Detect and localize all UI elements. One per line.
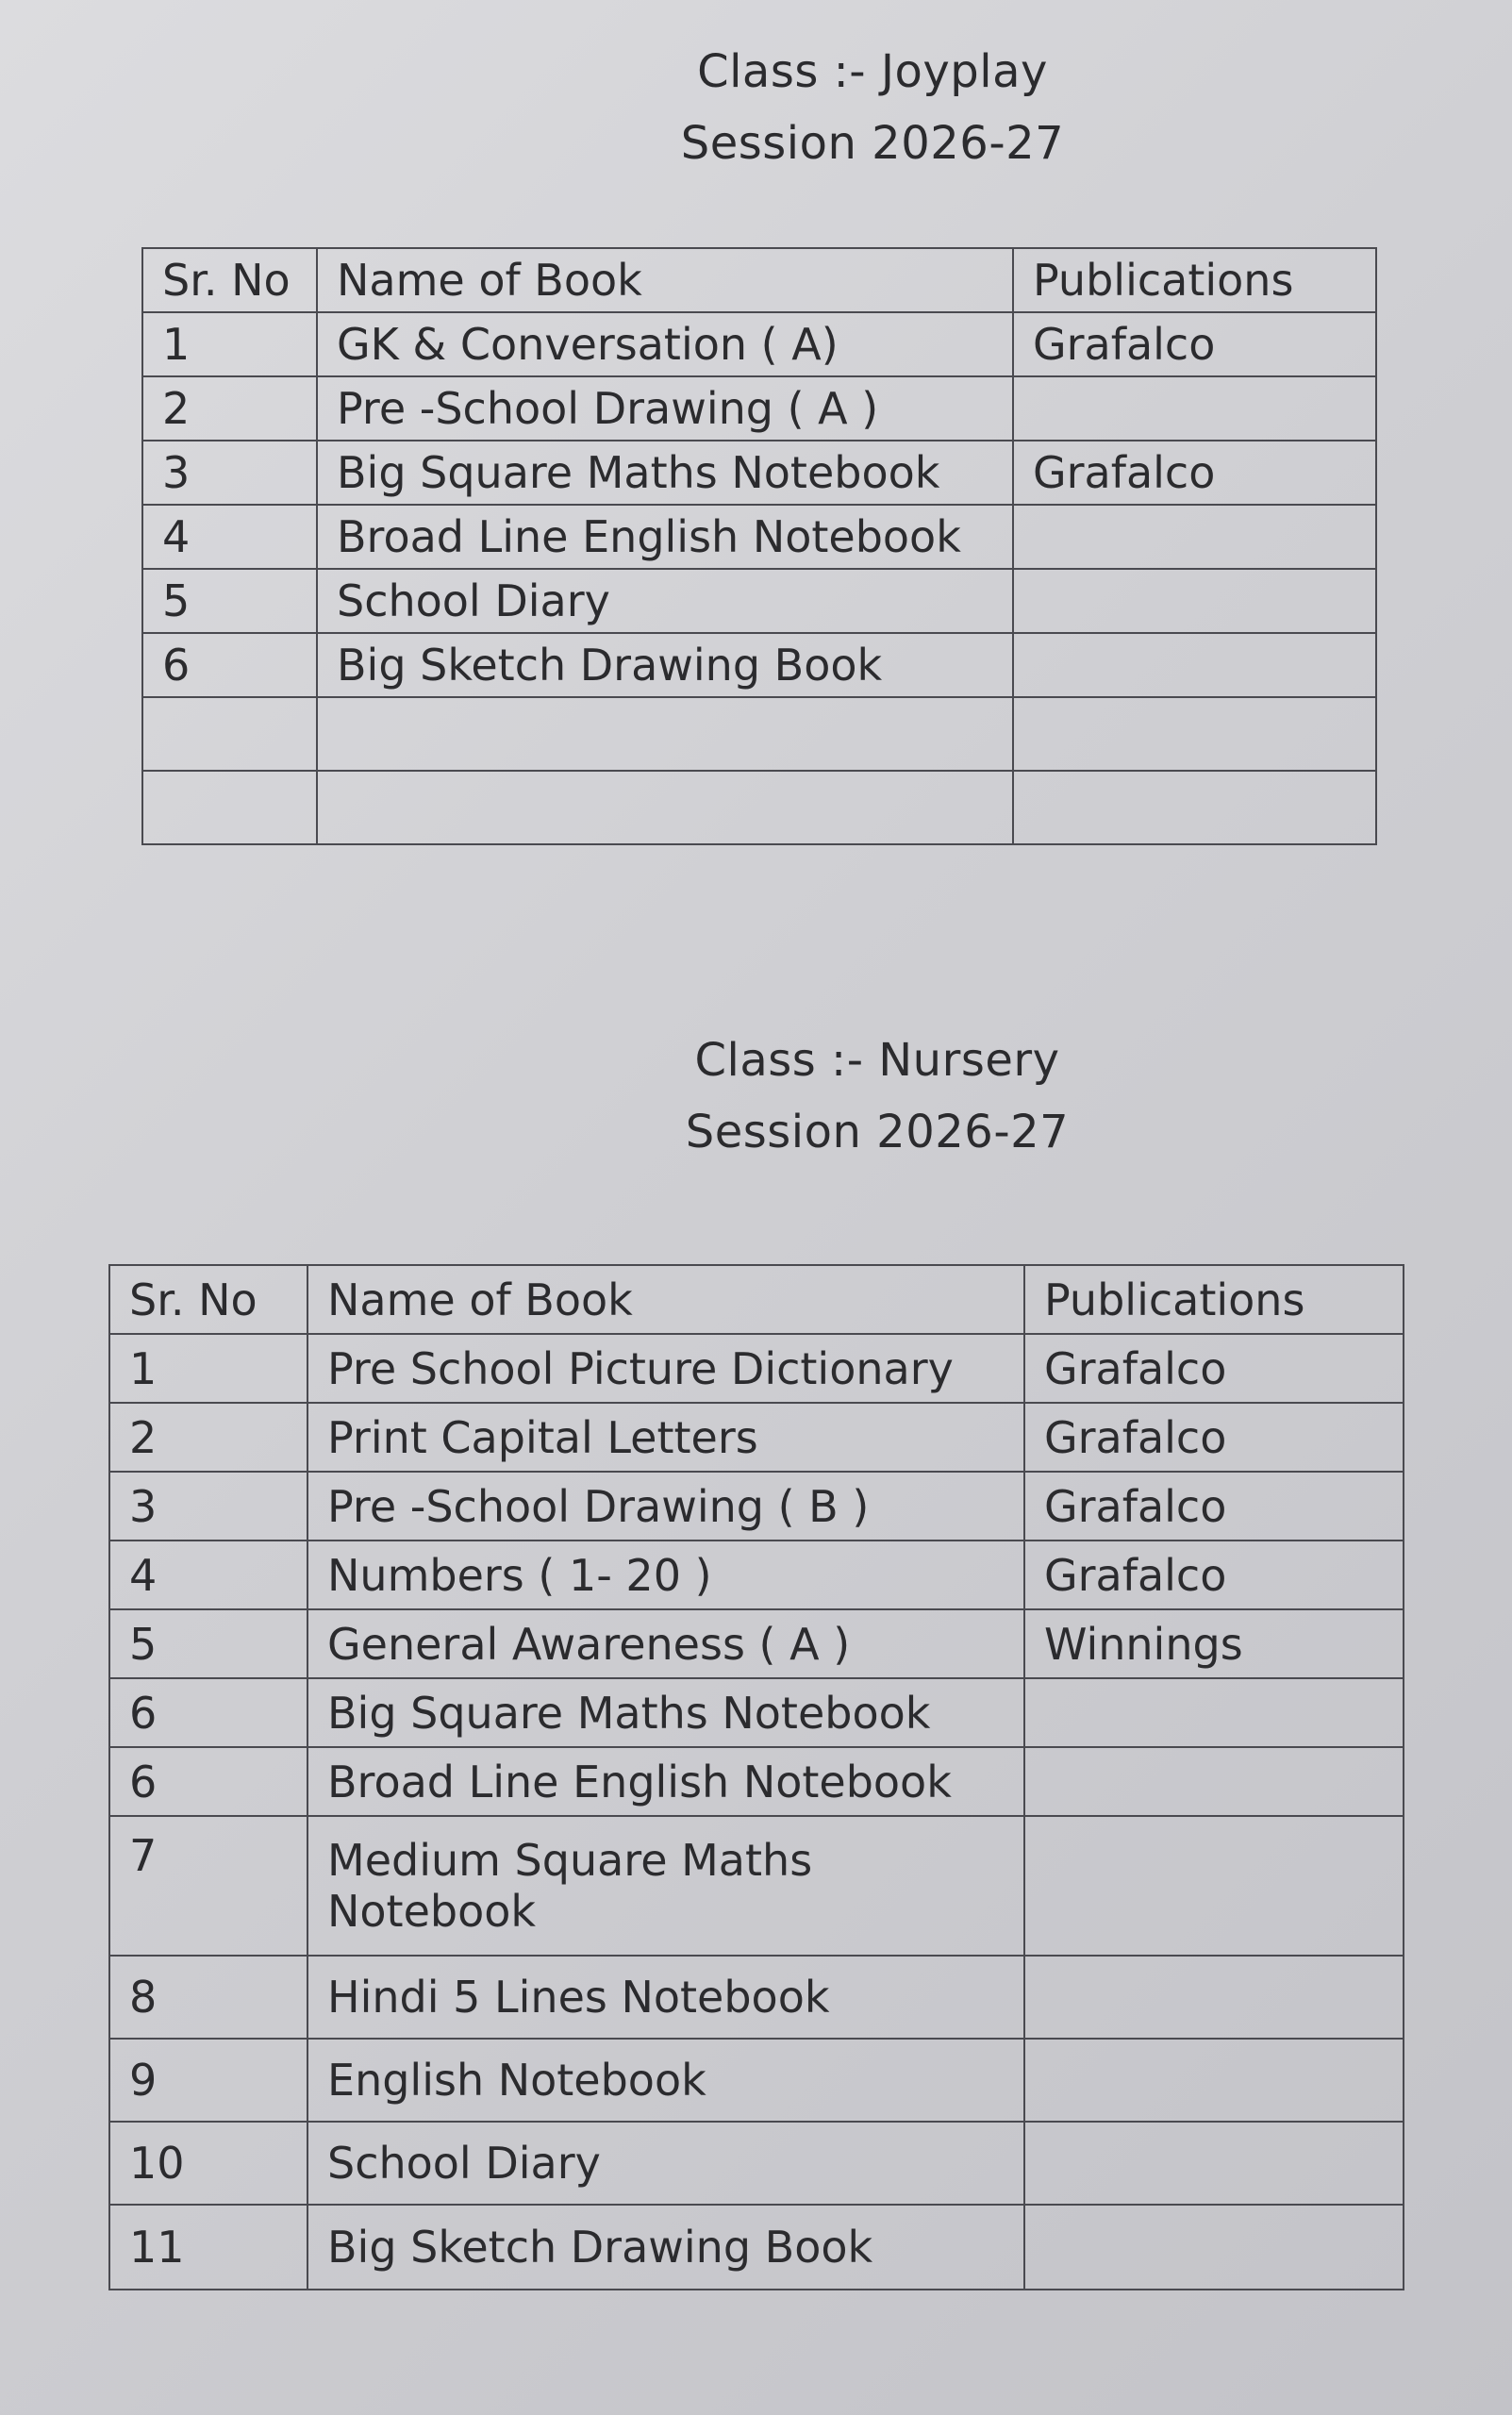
- nursery-heading: [571, 1024, 1184, 1168]
- header-book-name: Name of Book: [307, 1265, 1024, 1334]
- cell-book-name: English Notebook: [307, 2039, 1024, 2122]
- cell-book-name: Broad Line English Notebook: [317, 505, 1013, 569]
- cell-sr-no: [142, 771, 317, 844]
- cell-publication: [1024, 1747, 1404, 1816]
- joyplay-class-title: Class :- Joyplay: [697, 45, 1048, 98]
- cell-publication: [1013, 633, 1376, 697]
- cell-sr-no: [142, 697, 317, 771]
- joyplay-book-table: [141, 247, 1377, 845]
- table-row: [109, 2039, 1404, 2122]
- cell-sr-no: 6: [109, 1747, 307, 1816]
- header-book-name: Name of Book: [317, 248, 1013, 312]
- cell-publication: Grafalco: [1024, 1334, 1404, 1403]
- cell-publication: Grafalco: [1013, 441, 1376, 505]
- cell-book-name: Medium Square Maths Notebook: [307, 1816, 1024, 1956]
- cell-sr-no: 3: [109, 1472, 307, 1541]
- cell-sr-no: 4: [109, 1541, 307, 1609]
- table-header-row: [109, 1265, 1404, 1334]
- cell-publication: [1024, 1956, 1404, 2039]
- cell-sr-no: 5: [109, 1609, 307, 1678]
- cell-book-name: Big Square Maths Notebook: [307, 1678, 1024, 1747]
- cell-publication: [1024, 1816, 1404, 1956]
- cell-publication: Grafalco: [1024, 1541, 1404, 1609]
- table-row: [109, 2122, 1404, 2205]
- cell-sr-no: 1: [109, 1334, 307, 1403]
- cell-sr-no: 11: [109, 2205, 307, 2290]
- cell-book-name: Big Sketch Drawing Book: [307, 2205, 1024, 2290]
- cell-book-name: Pre School Picture Dictionary: [307, 1334, 1024, 1403]
- nursery-class-title: Class :- Nursery: [694, 1034, 1060, 1087]
- cell-sr-no: 7: [109, 1816, 307, 1956]
- table-row-empty: [142, 697, 1376, 771]
- cell-sr-no: 1: [142, 312, 317, 376]
- cell-publication: [1013, 771, 1376, 844]
- cell-publication: Grafalco: [1024, 1472, 1404, 1541]
- nursery-book-table: [108, 1264, 1404, 2290]
- cell-publication: [1024, 2205, 1404, 2290]
- table-row: [109, 1816, 1404, 1956]
- cell-sr-no: 3: [142, 441, 317, 505]
- cell-book-name: School Diary: [317, 569, 1013, 633]
- cell-publication: Grafalco: [1013, 312, 1376, 376]
- table-header-row: [142, 248, 1376, 312]
- header-sr-no: Sr. No: [109, 1265, 307, 1334]
- cell-sr-no: 2: [142, 376, 317, 441]
- table-row: [142, 569, 1376, 633]
- cell-publication: [1013, 569, 1376, 633]
- table-row: [109, 1403, 1404, 1472]
- table-row: [142, 376, 1376, 441]
- header-sr-no: Sr. No: [142, 248, 317, 312]
- cell-sr-no: 4: [142, 505, 317, 569]
- header-publications: Publications: [1013, 248, 1376, 312]
- table-row: [109, 1747, 1404, 1816]
- cell-book-name: Pre -School Drawing ( A ): [317, 376, 1013, 441]
- header-publications: Publications: [1024, 1265, 1404, 1334]
- cell-book-name: Hindi 5 Lines Notebook: [307, 1956, 1024, 2039]
- table-row: [109, 1472, 1404, 1541]
- cell-book-name: Broad Line English Notebook: [307, 1747, 1024, 1816]
- joyplay-session-title: Session 2026-27: [680, 117, 1065, 170]
- cell-sr-no: 8: [109, 1956, 307, 2039]
- cell-book-name: Big Sketch Drawing Book: [317, 633, 1013, 697]
- cell-publication: [1013, 376, 1376, 441]
- table-row: [109, 1609, 1404, 1678]
- table-row: [109, 2205, 1404, 2290]
- table-row: [109, 1956, 1404, 2039]
- table-row: [142, 441, 1376, 505]
- cell-book-name: Big Square Maths Notebook: [317, 441, 1013, 505]
- cell-sr-no: 2: [109, 1403, 307, 1472]
- joyplay-heading: [566, 36, 1179, 179]
- table-row-empty: [142, 771, 1376, 844]
- cell-sr-no: 9: [109, 2039, 307, 2122]
- table-row: [142, 312, 1376, 376]
- table-row: [109, 1678, 1404, 1747]
- cell-book-name: [317, 697, 1013, 771]
- cell-sr-no: 6: [142, 633, 317, 697]
- table-row: [142, 505, 1376, 569]
- cell-book-name: School Diary: [307, 2122, 1024, 2205]
- cell-book-name: [317, 771, 1013, 844]
- cell-book-name: Print Capital Letters: [307, 1403, 1024, 1472]
- cell-sr-no: 10: [109, 2122, 307, 2205]
- cell-publication: Grafalco: [1024, 1403, 1404, 1472]
- table-row: [142, 633, 1376, 697]
- nursery-session-title: Session 2026-27: [685, 1106, 1070, 1158]
- cell-publication: [1013, 505, 1376, 569]
- cell-publication: [1013, 697, 1376, 771]
- cell-book-name: Numbers ( 1- 20 ): [307, 1541, 1024, 1609]
- cell-publication: Winnings: [1024, 1609, 1404, 1678]
- cell-sr-no: 6: [109, 1678, 307, 1747]
- cell-book-name: Pre -School Drawing ( B ): [307, 1472, 1024, 1541]
- cell-publication: [1024, 2122, 1404, 2205]
- cell-book-name: GK & Conversation ( A): [317, 312, 1013, 376]
- cell-book-name: General Awareness ( A ): [307, 1609, 1024, 1678]
- cell-publication: [1024, 1678, 1404, 1747]
- cell-sr-no: 5: [142, 569, 317, 633]
- cell-publication: [1024, 2039, 1404, 2122]
- table-row: [109, 1541, 1404, 1609]
- table-row: [109, 1334, 1404, 1403]
